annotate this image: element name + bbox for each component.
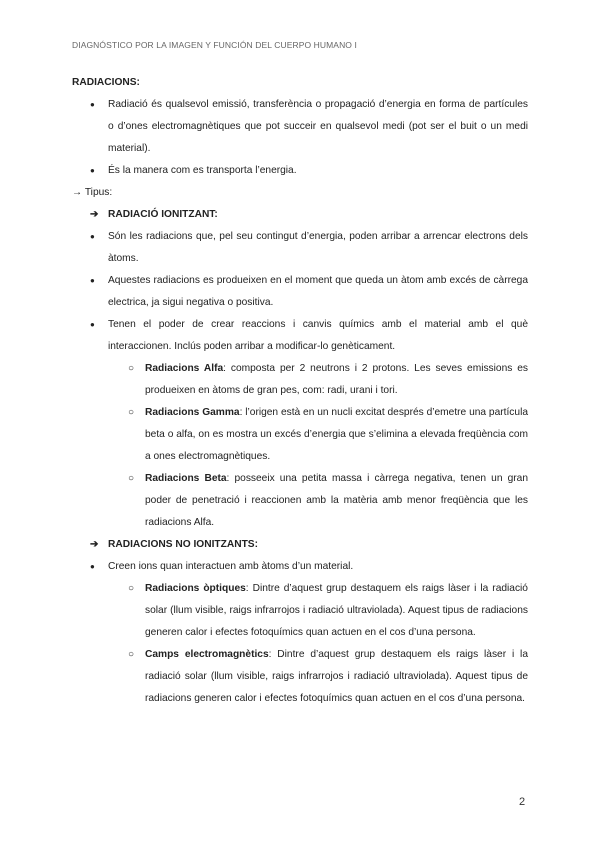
term: Radiacions òptiques	[145, 583, 246, 594]
sub-list-item	[72, 358, 528, 402]
document-body	[72, 72, 528, 710]
term: Radiacions Alfa	[145, 363, 224, 374]
list-item: ● Aquestes radiacions es produeixen en el moment que queda un àtom amb excés de càrrega electrica, ja sigui negativa o positiva.	[72, 270, 528, 314]
list-item: ● Són les radiacions que, pel seu contingut d’energia, poden arribar a arrencar electrons dels àtoms.	[72, 226, 528, 270]
list-item: ● Creen ions quan interactuen amb àtoms d’un material.	[72, 556, 528, 578]
definition: : Dintre d’aquest grup destaquem els raigs làser i la radiació solar (llum visible, raigs infrarrojos i radiació ultraviolada). Aquest tipus de radiacions generen calor i efectes fotoquímics quan actuen en el cos d’una persona.	[145, 649, 528, 704]
list-item: ● Tenen el poder de crear reaccions i canvis químics amb el material amb el què interaccionen. Inclús poden arribar a modificar-lo genèticament.	[72, 314, 528, 358]
running-header: DIAGNÓSTICO POR LA IMAGEN Y FUNCIÓN DEL CUERPO HUMANO I	[72, 40, 357, 50]
page-number: 2	[519, 796, 526, 808]
sub-list-item	[72, 644, 528, 710]
list-item: ● És la manera com es transporta l’energia.	[72, 160, 528, 182]
term: Radiacions Gamma	[145, 407, 240, 418]
list-item: ● Radiació és qualsevol emissió, transferència o propagació d’energia en forma de partícules o d’ones electromagnètiques que pot succeir en qualsevol medi (pot ser el buit o un medi material).	[72, 94, 528, 160]
sub-list-item	[72, 578, 528, 644]
heading-text: RADIACIÓ IONITZANT:	[108, 209, 218, 220]
definition: : Dintre d’aquest grup destaquem els raigs làser i la radiació solar (llum visible, raigs infrarrojos i radiació ultraviolada). Aquest tipus de radiacions generen calor i efectes fotoquímics quan actuen en el cos d’una persona.	[145, 583, 528, 638]
arrow-right-icon: ➔	[90, 209, 99, 220]
subsection-heading-no-ionitzant	[72, 534, 528, 556]
tipus-label: → Tipus:	[72, 187, 113, 198]
arrow-right-icon: ➔	[90, 539, 99, 550]
definition: : posseeix una petita massa i càrrega negativa, tenen un gran poder de penetració i reaccionen amb la matèria amb menor freqüència que les radiacions Alfa.	[145, 473, 528, 528]
sub-list-item	[72, 402, 528, 468]
heading-text: RADIACIONS NO IONITZANTS:	[108, 539, 258, 550]
term: Camps electromagnètics	[145, 649, 269, 660]
section-title: RADIACIONS:	[72, 77, 140, 88]
sub-list-item	[72, 468, 528, 534]
definition: : composta per 2 neutrons i 2 protons. Les seves emissions es produeixen en àtoms de gran pes, com: radi, urani i tori.	[145, 363, 528, 396]
term: Radiacions Beta	[145, 473, 227, 484]
definition: : l’origen està en un nucli excitat després d’emetre una partícula beta o alfa, on es mostra un excés d’energia que s’elimina a elevada freqüència com a ones electromagnètiques.	[145, 407, 528, 462]
subsection-heading-ionitzant	[72, 204, 528, 226]
